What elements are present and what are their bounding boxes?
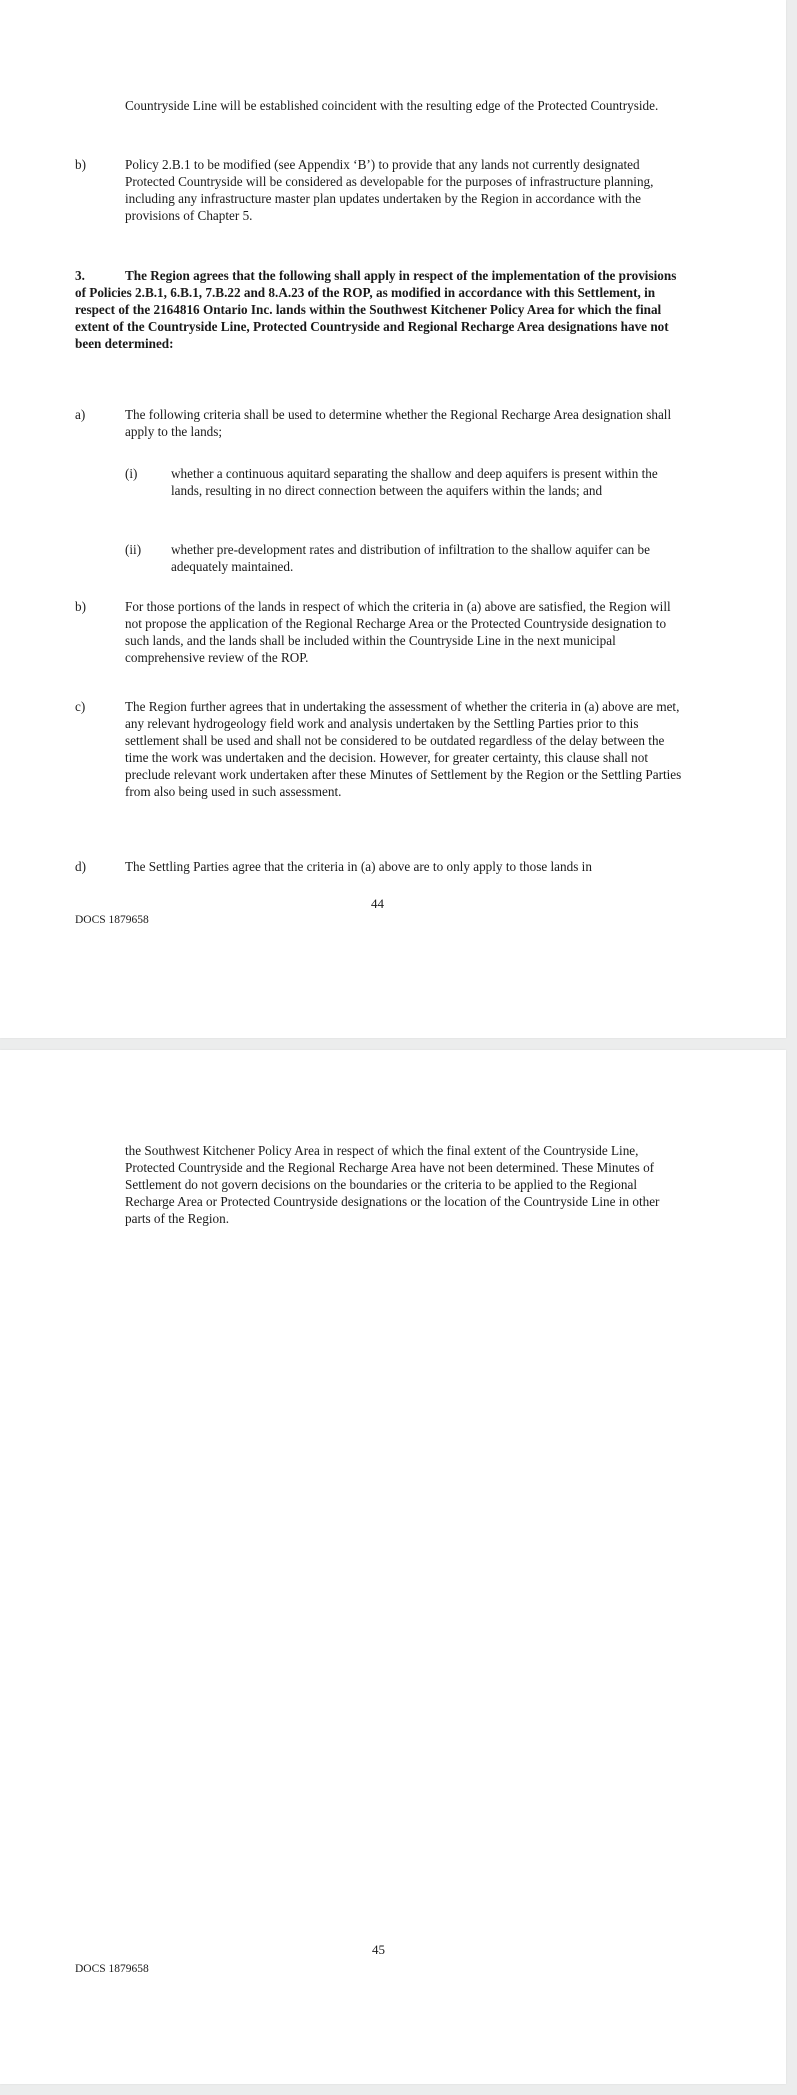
criterion-ii-text: whether pre-development rates and distribution of infiltration to the shallow aquifer can be adequately maintained. xyxy=(171,542,650,574)
section-3-number: 3. xyxy=(75,268,85,283)
document-id: DOCS 1879658 xyxy=(75,914,149,926)
item-b2-text: For those portions of the lands in respect of which the criteria in (a) above are satisfied, the Region will not propose the application of the Regional Recharge Area or the Protected Countryside designation to such lands, and the lands shall be included within the Countryside Line in the next municipal comprehensive review of the ROP. xyxy=(125,599,671,665)
item-a-marker: a) xyxy=(75,407,86,422)
item-b-marker: b) xyxy=(75,157,86,172)
item-b-text: Policy 2.B.1 to be modified (see Appendix ‘B’) to provide that any lands not currently designated Protected Countryside will be considered as developable for the purposes of infrastructure planning, including any infrastructure master plan updates undertaken by the Region in accordance with the provisions of Chapter 5. xyxy=(125,157,654,223)
item-d-text: The Settling Parties agree that the criteria in (a) above are to only apply to those lands in xyxy=(125,859,592,874)
section-3-heading-rest: the provisions of Policies 2.B.1, 6.B.1, 7.B.22 and 8.A.23 of the ROP, as modified in accordance with this Settlement, in respect of the 2164816 Ontario Inc. lands within the Southwest Kitchener Policy Area for which the final extent of the Countryside Line, Protected Countryside and Regional Recharge Area designations have not been determined: xyxy=(75,268,677,351)
item-b2-marker: b) xyxy=(75,599,86,614)
intro-paragraph: Countryside Line will be established coincident with the resulting edge of the Protected Countryside. xyxy=(125,98,659,113)
page-number: 44 xyxy=(371,896,384,911)
criterion-i-marker: (i) xyxy=(125,466,138,481)
continued-paragraph: the Southwest Kitchener Policy Area in respect of which the final extent of the Countryside Line, Protected Countryside and the Regional Recharge Area have not been determined. These Minutes of Settlement do not govern decisions on the boundaries or the criteria to be applied to the Regional Recharge Area or Protected Countryside designations or the location of the Countryside Line in other parts of the Region. xyxy=(125,1143,660,1226)
page-number: 45 xyxy=(372,1942,385,1957)
section-3-heading-lead: The Region agrees that the following shall apply in respect of the implementation of xyxy=(125,268,595,283)
item-a-text: The following criteria shall be used to determine whether the Regional Recharge Area designation shall apply to the lands; xyxy=(125,407,672,439)
item-d-marker: d) xyxy=(75,859,86,874)
item-c-text: The Region further agrees that in undertaking the assessment of whether the criteria in (a) above are met, any relevant hydrogeology field work and analysis undertaken by the Settling Parties prior to this settlement shall be used and shall not be considered to be outdated regardless of the delay between the time the work was undertaken and the decision. However, for greater certainty, this clause shall not preclude relevant work undertaken after these Minutes of Settlement by the Region or the Settling Parties from also being used in such assessment. xyxy=(125,699,682,799)
document-page-44 xyxy=(0,0,786,1038)
criterion-ii-marker: (ii) xyxy=(125,542,142,557)
document-page-45 xyxy=(0,1050,786,2084)
section-3-heading xyxy=(75,267,685,352)
document-id: DOCS 1879658 xyxy=(75,1963,149,1975)
criterion-i-text: whether a continuous aquitard separating the shallow and deep aquifers is present within the lands, resulting in no direct connection between the aquifers within the lands; and xyxy=(171,466,658,498)
item-c-marker: c) xyxy=(75,699,86,714)
